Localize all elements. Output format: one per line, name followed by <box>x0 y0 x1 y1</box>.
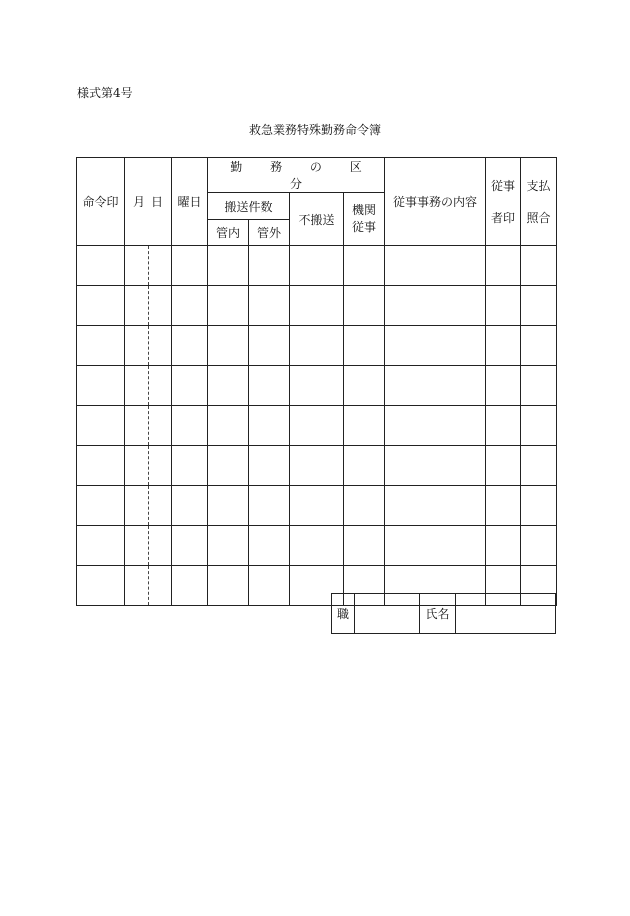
order-seal-cell[interactable] <box>77 246 125 286</box>
engine-duty-cell[interactable] <box>344 406 385 446</box>
weekday-cell[interactable] <box>172 526 208 566</box>
month-day-divider <box>125 566 171 605</box>
out-area-cell[interactable] <box>249 446 290 486</box>
engine-duty-cell[interactable] <box>344 326 385 366</box>
order-seal-cell[interactable] <box>77 326 125 366</box>
worker-seal-cell[interactable] <box>486 246 521 286</box>
header-duty-category: 勤 務 の 区 分 <box>208 158 385 193</box>
header-payment-check <box>521 158 557 246</box>
out-area-cell[interactable] <box>249 526 290 566</box>
month-day-cell[interactable] <box>125 566 172 606</box>
month-day-divider <box>125 486 171 525</box>
position-label: 職 <box>332 594 355 634</box>
header-duty-content: 従事事務の内容 <box>385 158 486 246</box>
engine-duty-cell[interactable] <box>344 286 385 326</box>
in-area-cell[interactable] <box>208 326 249 366</box>
engine-duty-cell[interactable] <box>344 246 385 286</box>
header-month: 月 <box>133 195 146 209</box>
month-day-cell[interactable] <box>125 366 172 406</box>
order-seal-cell[interactable] <box>77 446 125 486</box>
table-row <box>77 246 557 286</box>
position-field[interactable] <box>355 594 420 634</box>
header-day: 日 <box>150 195 163 209</box>
header-month-day <box>125 158 172 246</box>
signature-block <box>331 593 556 634</box>
payment-check-cell[interactable] <box>521 366 557 406</box>
weekday-cell[interactable] <box>172 246 208 286</box>
no-transport-cell[interactable] <box>290 366 344 406</box>
worker-seal-line1: 従事 <box>490 179 515 193</box>
order-seal-cell[interactable] <box>77 286 125 326</box>
no-transport-cell[interactable] <box>290 286 344 326</box>
in-area-cell[interactable] <box>208 246 249 286</box>
in-area-cell[interactable] <box>208 486 249 526</box>
worker-seal-cell[interactable] <box>486 446 521 486</box>
month-day-cell[interactable] <box>125 326 172 366</box>
in-area-cell[interactable] <box>208 566 249 606</box>
signature-table <box>331 593 556 634</box>
no-transport-cell[interactable] <box>290 526 344 566</box>
month-day-divider <box>125 526 171 565</box>
document-title: 救急業務特殊勤務命令簿 <box>248 123 381 137</box>
engine-duty-line1: 機関 <box>351 203 376 217</box>
duty-content-cell[interactable] <box>385 406 486 446</box>
worker-seal-line2: 者印 <box>490 211 515 225</box>
no-transport-cell[interactable] <box>290 246 344 286</box>
order-seal-cell[interactable] <box>77 566 125 606</box>
order-seal-cell[interactable] <box>77 406 125 446</box>
duty-content-cell[interactable] <box>385 526 486 566</box>
engine-duty-cell[interactable] <box>344 446 385 486</box>
order-seal-cell[interactable] <box>77 526 125 566</box>
payment-check-cell[interactable] <box>521 246 557 286</box>
month-day-cell[interactable] <box>125 406 172 446</box>
no-transport-cell[interactable] <box>290 406 344 446</box>
header-in-area: 管内 <box>208 220 249 246</box>
header-transport-count: 搬送件数 <box>208 193 290 220</box>
weekday-cell[interactable] <box>172 406 208 446</box>
table-row <box>77 406 557 446</box>
month-day-cell[interactable] <box>125 286 172 326</box>
month-day-divider <box>125 406 171 445</box>
worker-seal-cell[interactable] <box>486 366 521 406</box>
out-area-cell[interactable] <box>249 486 290 526</box>
table-row <box>77 366 557 406</box>
month-day-cell[interactable] <box>125 246 172 286</box>
out-area-cell[interactable] <box>249 246 290 286</box>
weekday-cell[interactable] <box>172 566 208 606</box>
payment-check-cell[interactable] <box>521 406 557 446</box>
out-area-cell[interactable] <box>249 326 290 366</box>
duty-content-cell[interactable] <box>385 326 486 366</box>
payment-check-cell[interactable] <box>521 286 557 326</box>
month-day-cell[interactable] <box>125 446 172 486</box>
payment-check-line2: 照合 <box>526 211 551 225</box>
header-out-area: 管外 <box>249 220 290 246</box>
month-day-divider <box>125 246 171 285</box>
engine-duty-line2: 従事 <box>351 220 376 234</box>
out-area-cell[interactable] <box>249 286 290 326</box>
month-day-divider <box>125 326 171 365</box>
header-weekday: 曜日 <box>172 158 208 246</box>
order-register-table-wrapper <box>76 157 557 606</box>
in-area-cell[interactable] <box>208 526 249 566</box>
duty-content-cell[interactable] <box>385 286 486 326</box>
form-number: 様式第4号 <box>77 86 133 100</box>
payment-check-cell[interactable] <box>521 326 557 366</box>
table-row <box>77 446 557 486</box>
table-row <box>77 326 557 366</box>
duty-content-cell[interactable] <box>385 446 486 486</box>
order-seal-cell[interactable] <box>77 366 125 406</box>
payment-check-cell[interactable] <box>521 486 557 526</box>
worker-seal-cell[interactable] <box>486 526 521 566</box>
payment-check-line1: 支払 <box>526 179 551 193</box>
table-row <box>77 286 557 326</box>
duty-content-cell[interactable] <box>385 366 486 406</box>
duty-content-cell[interactable] <box>385 486 486 526</box>
worker-seal-cell[interactable] <box>486 286 521 326</box>
payment-check-cell[interactable] <box>521 446 557 486</box>
header-no-transport: 不搬送 <box>290 193 344 246</box>
payment-check-cell[interactable] <box>521 526 557 566</box>
month-day-divider <box>125 286 171 325</box>
month-day-cell[interactable] <box>125 486 172 526</box>
order-register-table <box>76 157 557 606</box>
engine-duty-cell[interactable] <box>344 526 385 566</box>
table-row <box>77 526 557 566</box>
name-field[interactable] <box>456 594 556 634</box>
engine-duty-cell[interactable] <box>344 366 385 406</box>
worker-seal-cell[interactable] <box>486 326 521 366</box>
month-day-divider <box>125 366 171 405</box>
worker-seal-cell[interactable] <box>486 486 521 526</box>
table-row <box>77 486 557 526</box>
duty-content-cell[interactable] <box>385 246 486 286</box>
out-area-cell[interactable] <box>249 566 290 606</box>
no-transport-cell[interactable] <box>290 486 344 526</box>
engine-duty-cell[interactable] <box>344 486 385 526</box>
month-day-cell[interactable] <box>125 526 172 566</box>
header-order-seal: 命令印 <box>77 158 125 246</box>
month-day-divider <box>125 446 171 485</box>
weekday-cell[interactable] <box>172 366 208 406</box>
name-label: 氏名 <box>420 594 456 634</box>
weekday-cell[interactable] <box>172 486 208 526</box>
weekday-cell[interactable] <box>172 286 208 326</box>
in-area-cell[interactable] <box>208 446 249 486</box>
no-transport-cell[interactable] <box>290 326 344 366</box>
order-seal-cell[interactable] <box>77 486 125 526</box>
out-area-cell[interactable] <box>249 406 290 446</box>
in-area-cell[interactable] <box>208 286 249 326</box>
table-header <box>77 158 557 246</box>
in-area-cell[interactable] <box>208 406 249 446</box>
weekday-cell[interactable] <box>172 446 208 486</box>
table-body <box>77 246 557 606</box>
out-area-cell[interactable] <box>249 366 290 406</box>
header-worker-seal <box>486 158 521 246</box>
worker-seal-cell[interactable] <box>486 406 521 446</box>
weekday-cell[interactable] <box>172 326 208 366</box>
no-transport-cell[interactable] <box>290 446 344 486</box>
in-area-cell[interactable] <box>208 366 249 406</box>
header-engine-duty <box>344 193 385 246</box>
